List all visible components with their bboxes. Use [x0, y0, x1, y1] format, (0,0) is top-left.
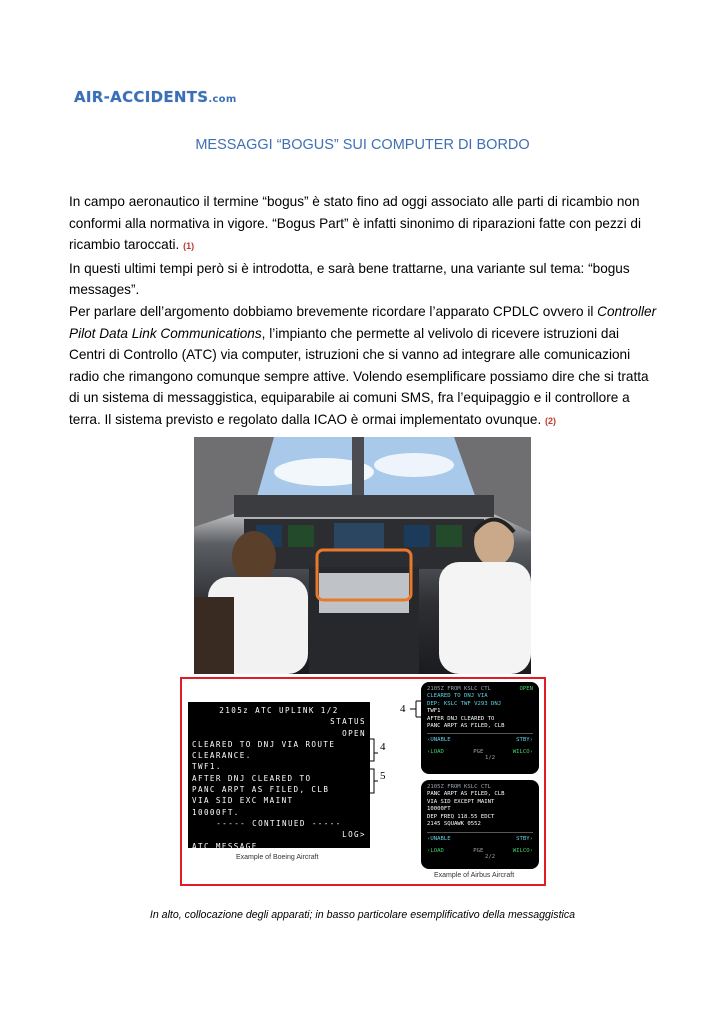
airbus1-line: AFTER DNJ CLEARED TO — [427, 715, 495, 722]
logo-domain: .com — [208, 94, 237, 105]
airbus2-page-label: PGE — [473, 847, 484, 854]
callout-4-left: 4 — [380, 741, 386, 753]
logo-brand: AIR-ACCIDENTS — [74, 88, 209, 106]
airbus2-line: 10000FT — [427, 806, 451, 813]
callout-4-right: 4 — [400, 703, 406, 715]
boeing-line: OPEN — [342, 728, 366, 738]
paragraph-3 — [69, 301, 659, 433]
paragraph-3-text-b: , l’impianto che permette al velivolo di ricevere istruzioni dai Centri di Controllo (ATC) via computer, istruzioni che si vanno ad integrare alle comunicazioni radio che rimangono comunque sempre attive. Volendo esemplificare possiamo dire che si tratta di un sistema di messaggistica, equiparabile ai comuni SMS, fra l’equipaggio e il controllore a terra. Il sistema previsto e regolato dalla ICAO è ormai implementato ovunque. — [69, 325, 649, 427]
boeing-line: 10000FT. — [192, 807, 240, 817]
paragraph-1-text: In campo aeronautico il termine “bogus” è stato fino ad oggi associato alle parti di ricambio non conformi alla normativa in vigore. “Bogus Part” è infatti sinonimo di riparazioni fatte con pezzi di ricambio taroccati. — [69, 194, 641, 253]
airbus1-line: TWF1 — [427, 708, 441, 715]
airbus1-status: OPEN — [519, 686, 533, 692]
cockpit-photo — [194, 437, 531, 674]
boeing-line: CLEARED TO DNJ VIA ROUTE — [192, 739, 336, 749]
boeing-line: AFTER DNJ CLEARED TO — [192, 773, 312, 783]
paragraph-1 — [69, 191, 659, 258]
page-title: MESSAGGI “BOGUS” SUI COMPUTER DI BORDO — [195, 137, 530, 153]
callout-5-left: 5 — [380, 770, 386, 782]
article-body — [69, 191, 659, 433]
boeing-line: 2105z ATC UPLINK 1/2 — [219, 706, 339, 715]
airbus1-wilco-button[interactable]: WILCO› — [512, 748, 533, 755]
boeing-line: ----- CONTINUED ----- — [216, 818, 342, 828]
airbus2-line: 2145 SQUAWK 0552 — [427, 821, 481, 828]
message-examples-figure — [180, 677, 546, 886]
airbus1-line: PANC ARPT AS FILED, CLB — [427, 723, 505, 730]
airbus1-standby-button[interactable]: STBY› — [516, 737, 533, 744]
boeing-caption: Example of Boeing Aircraft — [236, 854, 319, 861]
boeing-line: VIA SID EXC MAINT — [192, 796, 294, 806]
airbus2-standby-button[interactable]: STBY› — [516, 836, 533, 843]
airbus-caption: Example of Airbus Aircraft — [434, 872, 515, 879]
airbus1-line: CLEARED TO DNJ VIA — [427, 693, 488, 700]
paragraph-3-text-a: Per parlare dell’argomento dobbiamo brevemente ricordare l’apparato CPDLC ovvero il — [69, 303, 598, 319]
site-logo — [74, 88, 237, 106]
boeing-line: CLEARANCE. — [192, 751, 252, 761]
airbus1-line: DEP: KSLC TWF V293 DNJ — [427, 700, 502, 707]
airbus2-line: PANC ARPT AS FILED, CLB — [427, 791, 505, 798]
paragraph-2: In questi ultimi tempi però si è introdotta, e sarà bene trattarne, una variante sul tema: “bogus messages”. — [69, 260, 630, 298]
figure-caption: In alto, collocazione degli apparati; in basso particolare esemplificativo della messaggistica — [149, 909, 576, 921]
airbus1-page-number: 1/2 — [485, 755, 496, 762]
boeing-line: TWF1. — [192, 762, 222, 772]
airbus1-load-button[interactable]: ‹LOAD — [427, 748, 444, 755]
airbus2-page-number: 2/2 — [485, 854, 496, 861]
airbus1-header: 2105Z FROM KSLC CTL — [427, 686, 491, 692]
airbus1-unable-button[interactable]: ‹UNABLE — [427, 737, 451, 744]
boeing-line: ATC MESSAGE — [192, 841, 258, 851]
boeing-line: PANC ARPT AS FILED, CLB — [192, 785, 330, 795]
airbus1-page-label: PGE — [473, 748, 484, 755]
airbus-screen-2 — [421, 780, 539, 869]
airbus2-header: 2105Z FROM KSLC CTL — [427, 784, 491, 790]
boeing-line: LOG> — [342, 830, 366, 840]
airbus-screen-1 — [421, 682, 539, 774]
footnote-ref-1[interactable]: (1) — [183, 241, 195, 252]
cockpit-illustration — [194, 437, 531, 674]
boeing-cdu-screen — [188, 702, 370, 851]
airbus2-wilco-button[interactable]: WILCO› — [512, 847, 533, 854]
footnote-ref-2[interactable]: (2) — [545, 415, 557, 426]
airbus2-line: VIA SID EXCEPT MAINT — [427, 798, 495, 805]
airbus2-unable-button[interactable]: ‹UNABLE — [427, 836, 451, 843]
boeing-line: STATUS — [330, 717, 366, 727]
airbus2-load-button[interactable]: ‹LOAD — [427, 847, 444, 854]
airbus2-line: DEP FREQ 118.55 EDCT — [427, 813, 495, 820]
cpdlc-term: Controller Pilot Data Link Communications — [69, 303, 657, 341]
